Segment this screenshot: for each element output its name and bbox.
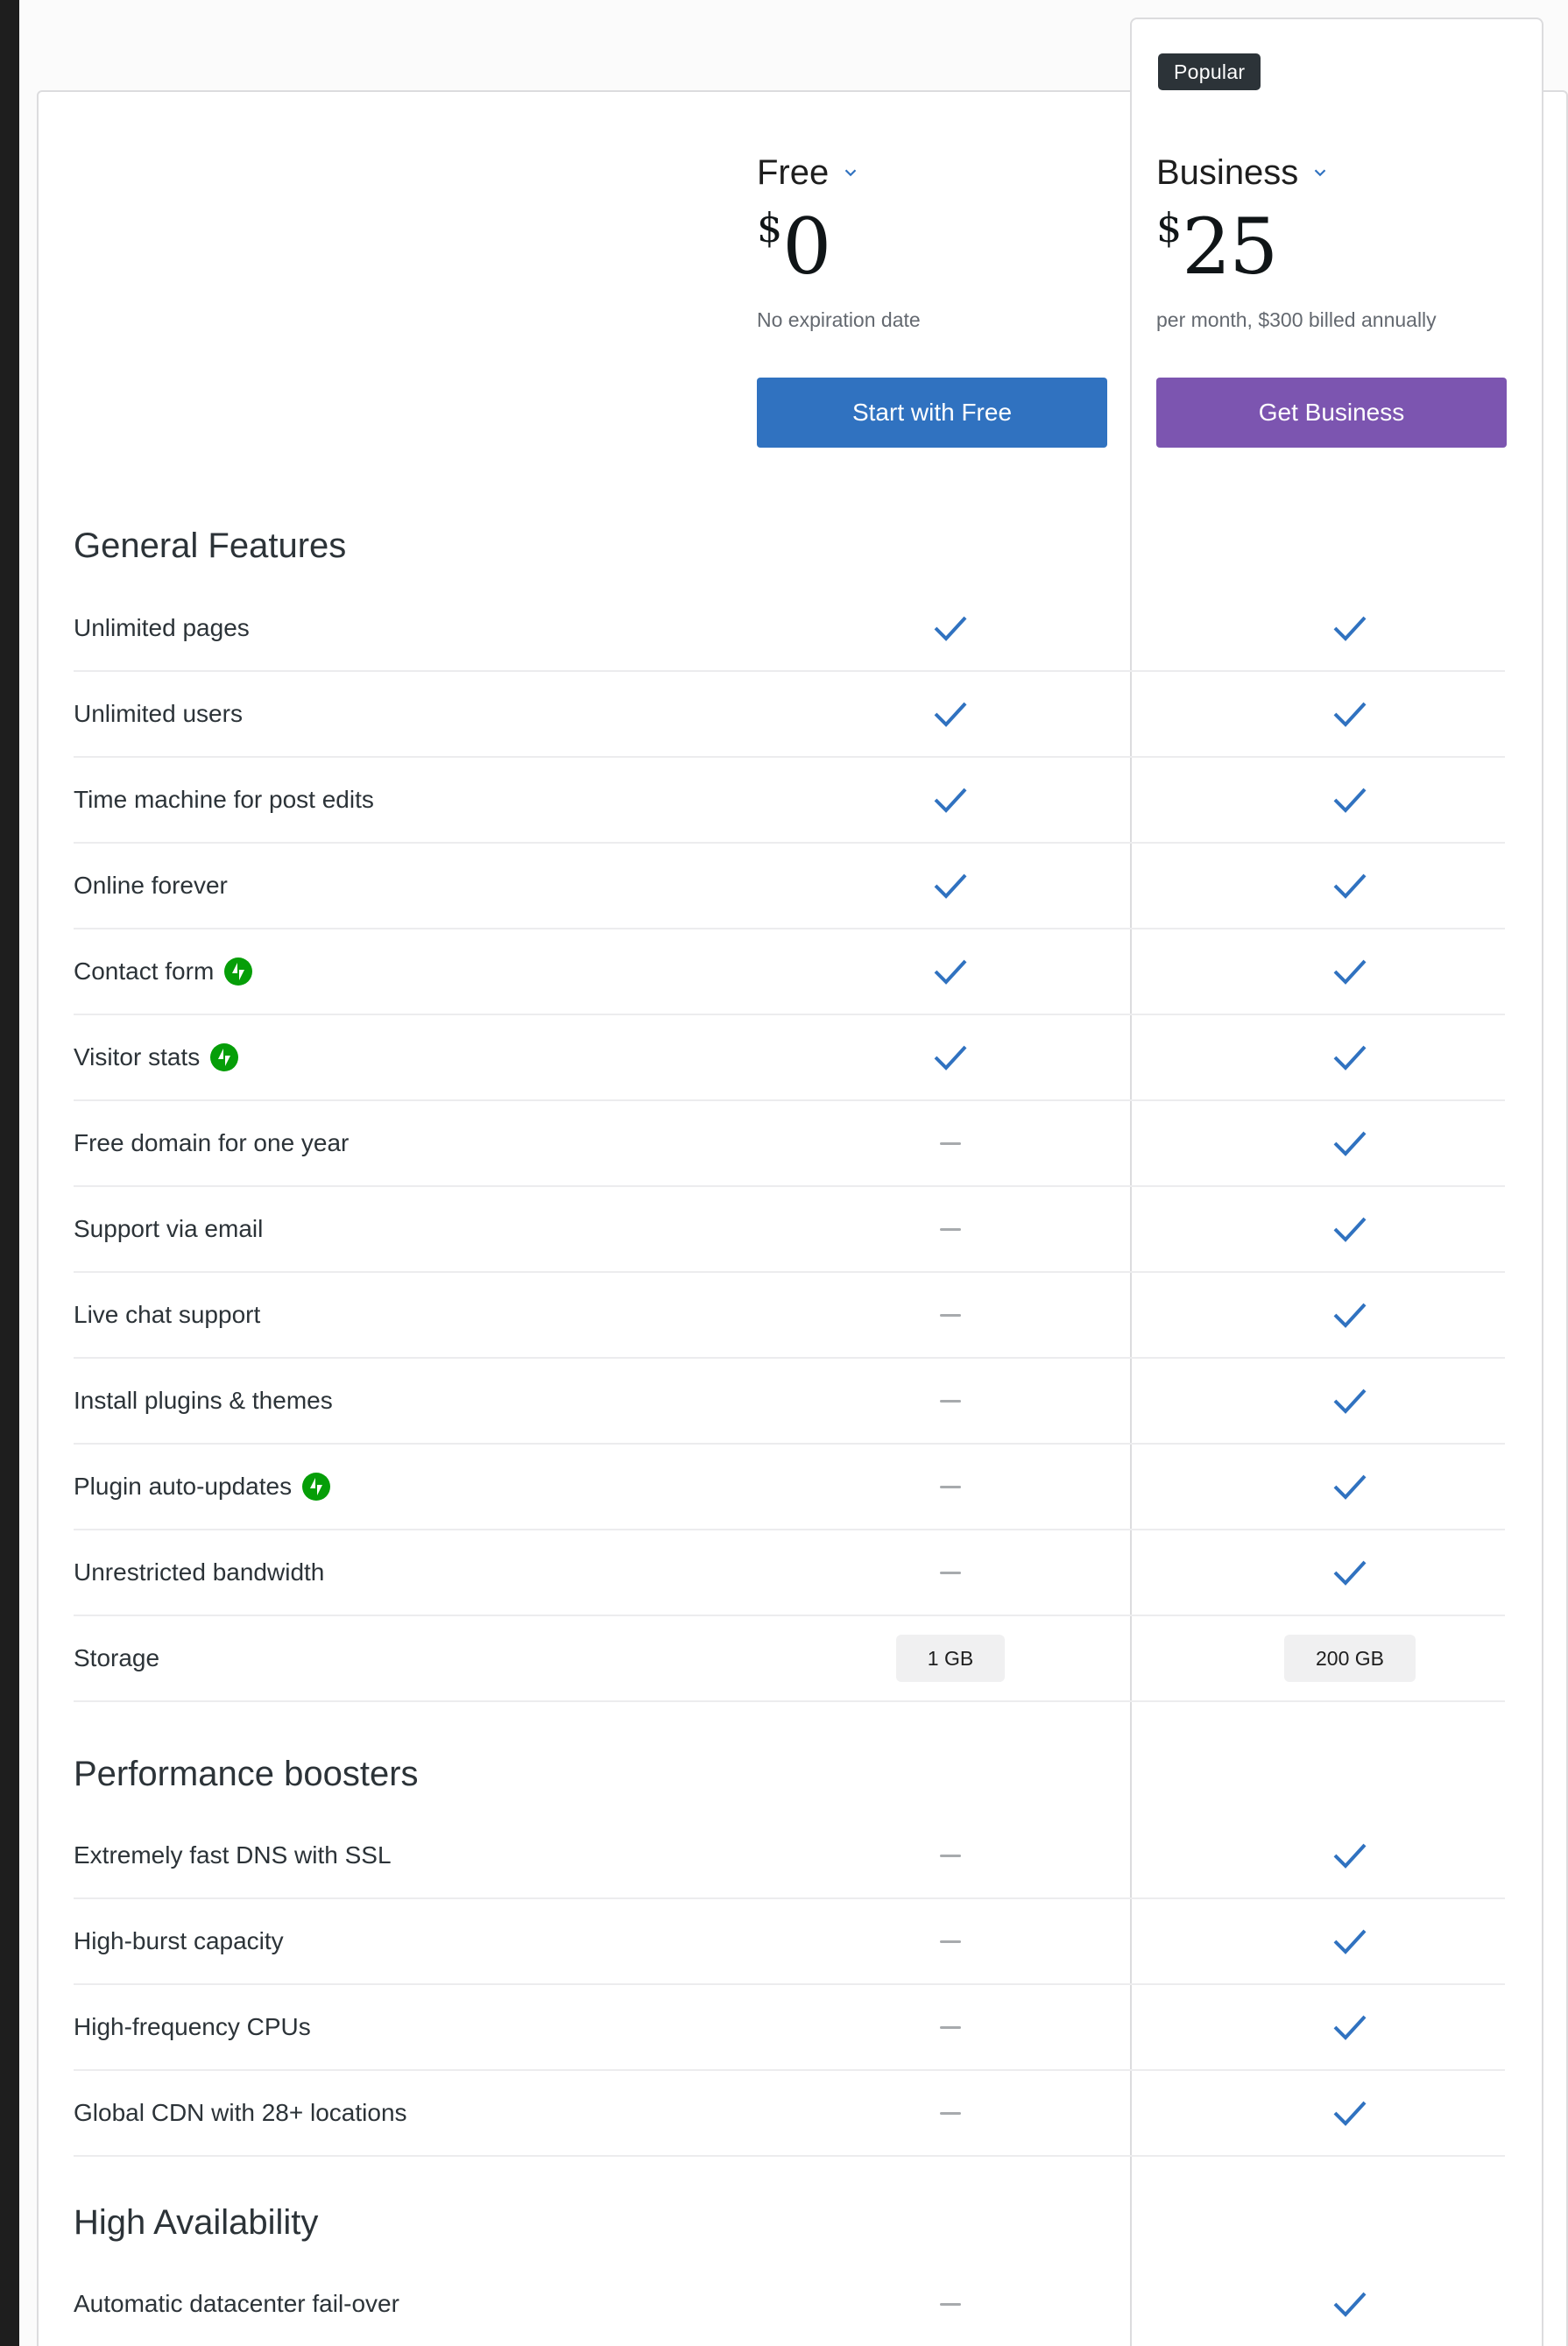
feature-name: Automatic datacenter fail-over [74, 2290, 399, 2317]
feature-name: Live chat support [74, 1301, 261, 1328]
chevron-down-icon [841, 163, 860, 182]
feature-name: Install plugins & themes [74, 1387, 333, 1414]
jetpack-icon[interactable] [210, 1043, 238, 1071]
storage-value-cell [1297, 1616, 1402, 1700]
dash-icon [940, 1572, 961, 1574]
feature-name: Storage [74, 1644, 160, 1671]
plan-price [757, 203, 1107, 291]
storage-value-cell [898, 1616, 1003, 1700]
feature-label [74, 1445, 330, 1529]
feature-name: Unrestricted bandwidth [74, 1558, 325, 1586]
feature-label [74, 1015, 238, 1099]
check-icon [898, 672, 1003, 756]
feature-label [74, 1616, 159, 1700]
feature-name: Unlimited users [74, 700, 243, 727]
check-icon [1297, 1985, 1402, 2069]
dash-icon [898, 1187, 1003, 1271]
check-icon [1297, 1445, 1402, 1529]
feature-row [74, 1985, 1505, 2071]
check-icon [1297, 1015, 1402, 1099]
dash-icon [940, 2303, 961, 2306]
feature-label [74, 1899, 284, 1983]
feature-label [74, 2071, 407, 2155]
check-icon [1297, 1530, 1402, 1615]
check-icon [898, 586, 1003, 670]
check-icon [1297, 586, 1402, 670]
plan-selector-business[interactable] [1156, 149, 1507, 196]
dash-icon [898, 2262, 1003, 2346]
feature-row [74, 758, 1505, 844]
get-business-button[interactable]: Get Business [1156, 378, 1507, 448]
price-amount: 0 [782, 201, 830, 292]
feature-label [74, 1101, 349, 1185]
feature-row [74, 1899, 1505, 1985]
billing-note: No expiration date [757, 308, 921, 331]
check-icon [898, 929, 1003, 1014]
check-icon [1297, 929, 1402, 1014]
feature-label [74, 1273, 260, 1357]
feature-name: Global CDN with 28+ locations [74, 2099, 407, 2126]
section-title: High Availability [74, 2203, 319, 2242]
feature-row [74, 586, 1505, 672]
start-free-button[interactable]: Start with Free [757, 378, 1107, 448]
feature-name: High-frequency CPUs [74, 2013, 311, 2040]
feature-row [74, 1015, 1505, 1101]
dash-icon [898, 1101, 1003, 1185]
plan-name: Free [757, 153, 830, 192]
feature-row [74, 1813, 1505, 1899]
feature-label [74, 1187, 263, 1271]
plan-selector-free[interactable] [757, 149, 1107, 196]
feature-name: Extremely fast DNS with SSL [74, 1841, 392, 1869]
dash-icon [898, 2071, 1003, 2155]
check-icon [898, 844, 1003, 928]
jetpack-icon[interactable] [224, 957, 252, 986]
dash-icon [940, 1314, 961, 1317]
feature-name: Unlimited pages [74, 614, 250, 641]
feature-name: Plugin auto-updates [74, 1473, 293, 1500]
dash-icon [898, 1899, 1003, 1983]
chevron-down-icon [1310, 163, 1330, 182]
storage-pill: 1 GB [896, 1635, 1005, 1682]
feature-name: High-burst capacity [74, 1927, 284, 1954]
feature-name: Free domain for one year [74, 1129, 350, 1156]
feature-row [74, 929, 1505, 1015]
feature-row [74, 1101, 1505, 1187]
check-icon [1297, 2262, 1402, 2346]
plan-name: Business [1156, 153, 1299, 192]
dash-icon [898, 1813, 1003, 1897]
feature-label [74, 758, 374, 842]
check-icon [1297, 1187, 1402, 1271]
feature-row [74, 2071, 1505, 2157]
currency-symbol: $ [1156, 204, 1183, 251]
check-icon [1297, 1273, 1402, 1357]
check-icon [1297, 1101, 1402, 1185]
feature-row [74, 1530, 1505, 1616]
check-icon [1297, 1813, 1402, 1897]
check-icon [1297, 844, 1402, 928]
feature-row [74, 1445, 1505, 1530]
feature-row [74, 1187, 1505, 1273]
feature-label [74, 1359, 333, 1443]
feature-row [74, 672, 1505, 758]
feature-label [74, 586, 250, 670]
dash-icon [940, 2112, 961, 2115]
dash-icon [898, 1273, 1003, 1357]
dash-icon [898, 1985, 1003, 2069]
storage-pill: 200 GB [1284, 1635, 1416, 1682]
plan-header-business [1156, 149, 1507, 333]
check-icon [898, 1015, 1003, 1099]
feature-label [74, 1813, 392, 1897]
feature-row [74, 2262, 1505, 2346]
check-icon [898, 758, 1003, 842]
jetpack-icon[interactable] [302, 1473, 330, 1501]
check-icon [1297, 758, 1402, 842]
feature-label [74, 929, 252, 1014]
dash-icon [940, 1486, 961, 1488]
feature-label [74, 672, 243, 756]
section-title: Performance boosters [74, 1755, 419, 1793]
check-icon [1297, 2071, 1402, 2155]
dash-icon [940, 1228, 961, 1231]
dash-icon [940, 1940, 961, 1943]
pricing-page [19, 0, 1568, 2346]
feature-row [74, 1359, 1505, 1445]
feature-row [74, 1273, 1505, 1359]
dash-icon [940, 1142, 961, 1145]
feature-label [74, 844, 228, 928]
feature-name: Contact form [74, 957, 215, 985]
plan-price [1156, 203, 1507, 291]
feature-name: Visitor stats [74, 1043, 201, 1071]
dash-icon [898, 1530, 1003, 1615]
section-title: General Features [74, 526, 347, 565]
check-icon [1297, 1899, 1402, 1983]
billing-note: per month, $300 billed annually [1156, 308, 1437, 331]
popular-badge: Popular [1158, 53, 1261, 90]
feature-row [74, 1616, 1505, 1702]
feature-name: Support via email [74, 1215, 264, 1242]
plan-header-free [757, 149, 1107, 333]
price-amount: 25 [1182, 201, 1277, 292]
feature-label [74, 2262, 399, 2346]
feature-label [74, 1530, 324, 1615]
feature-name: Online forever [74, 872, 228, 899]
dash-icon [940, 1855, 961, 1857]
currency-symbol: $ [757, 204, 783, 251]
feature-row [74, 844, 1505, 929]
dash-icon [898, 1359, 1003, 1443]
check-icon [1297, 672, 1402, 756]
dash-icon [940, 2026, 961, 2029]
dash-icon [940, 1400, 961, 1403]
check-icon [1297, 1359, 1402, 1443]
feature-label [74, 1985, 311, 2069]
feature-name: Time machine for post edits [74, 786, 374, 813]
dash-icon [898, 1445, 1003, 1529]
